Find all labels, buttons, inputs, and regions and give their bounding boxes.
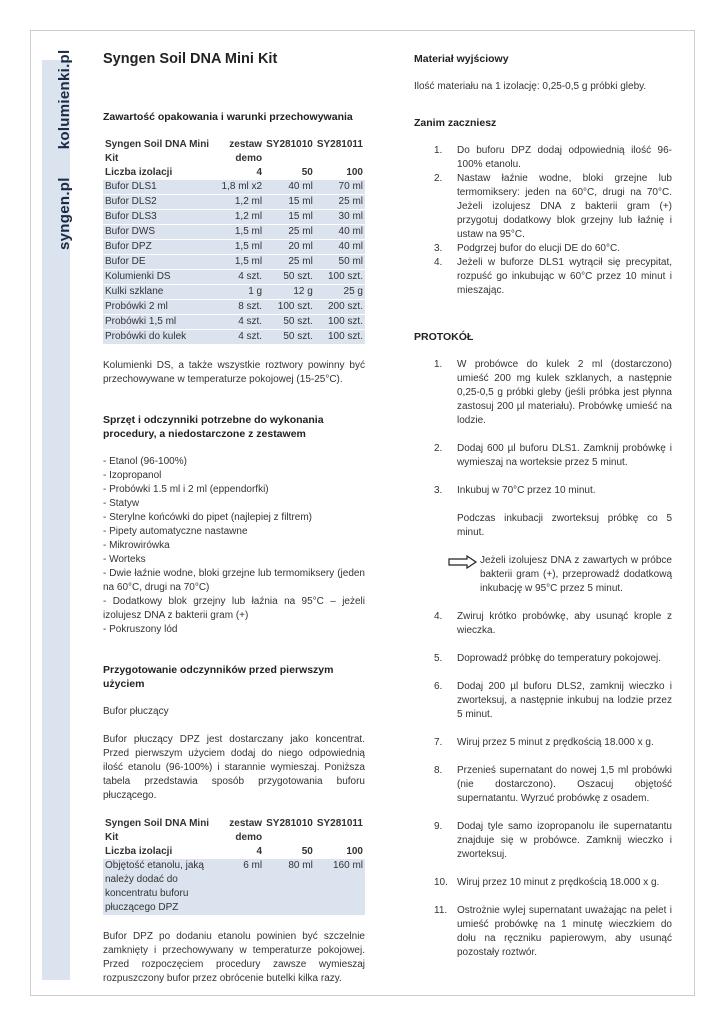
step-number: 6.	[434, 681, 443, 692]
ethanol-table	[103, 817, 365, 916]
table-cell: Bufor DPZ	[103, 240, 214, 255]
header-cell: zestaw demo	[229, 139, 263, 164]
table-row	[103, 300, 365, 315]
step-text: Inkubuj w 70°C przez 10 minut.	[457, 485, 596, 496]
step-text: Dodaj 600 µl buforu DLS1. Zamknij probówkę i wymieszaj na worteksie przez 5 minut.	[457, 443, 672, 468]
protocol-step	[414, 652, 672, 666]
contents-table	[103, 138, 365, 345]
table-cell: 1,8 ml x2	[214, 180, 264, 195]
table-cell: 1,2 ml	[214, 195, 264, 210]
list-item: - Mikrowirówka	[103, 540, 170, 551]
table-cell: Bufor DLS2	[103, 195, 214, 210]
header-cell: Syngen Soil DNA Mini Kit	[105, 139, 210, 164]
step-number: 10.	[434, 877, 448, 888]
prep-subheading: Bufor płuczący	[103, 706, 169, 717]
table-cell: Bufor DLS3	[103, 210, 214, 225]
table-row	[103, 255, 365, 270]
equipment-heading: Sprzęt i odczynniki potrzebne do wykonania procedury, a niedostarczone z zestawem	[103, 414, 324, 440]
table-cell: 25 g	[315, 285, 365, 300]
equipment-list	[103, 455, 365, 637]
header-cell: SY281010	[266, 818, 313, 829]
item-text: Podgrzej bufor do elucji DE do 60°C.	[457, 243, 620, 254]
table-cell: 50 szt.	[264, 315, 315, 330]
item-number: 3.	[434, 243, 443, 254]
table-cell: 40 ml	[264, 180, 315, 195]
table-cell: 70 ml	[315, 180, 365, 195]
ethanol-table-header	[103, 817, 365, 845]
step-text: Ostrożnie wylej supernatant uważając na pelet i umieść probówkę na 1 minutę wieczkiem do dołu na ręczniku papierowym, aby usunąć pozostały roztwór.	[457, 905, 672, 958]
protocol-step	[414, 876, 672, 890]
list-item: - Sterylne końcówki do pipet (najlepiej z filtrem)	[103, 512, 312, 523]
step-number: 9.	[434, 821, 443, 832]
list-item: - Dodatkowy blok grzejny lub łaźnia na 95°C – jeżeli izolujesz DNA z bakterii gram (+)	[103, 596, 365, 621]
protocol-step	[414, 820, 672, 862]
material-text: Ilość materiału na 1 izolację: 0,25-0,5 g próbki gleby.	[414, 81, 647, 92]
table-cell: 12 g	[264, 285, 315, 300]
table-cell: 1,2 ml	[214, 210, 264, 225]
table-cell: 100 szt.	[315, 330, 365, 345]
protocol-steps	[414, 358, 672, 960]
material-heading: Materiał wyjściowy	[414, 53, 509, 65]
protocol-heading: PROTOKÓŁ	[414, 331, 474, 343]
table-cell: 6 ml	[214, 859, 264, 916]
table-row	[103, 180, 365, 195]
page-title: Syngen Soil DNA Mini Kit	[103, 51, 278, 67]
protocol-step	[414, 736, 672, 750]
step-number: 3.	[434, 485, 443, 496]
table-cell: 4 szt.	[214, 315, 264, 330]
table-cell: 40 ml	[315, 225, 365, 240]
table-cell: 80 ml	[264, 859, 315, 916]
table-cell: 100 szt.	[315, 315, 365, 330]
header-cell: zestaw demo	[229, 818, 263, 843]
list-item: - Pokruszony lód	[103, 624, 178, 635]
table-cell: 100	[346, 846, 363, 857]
table-cell: 15 ml	[264, 195, 315, 210]
list-item: - Pipety automatyczne nastawne	[103, 526, 248, 537]
table-cell: 50	[301, 846, 313, 857]
prep-heading: Przygotowanie odczynników przed pierwszym użyciem	[103, 664, 334, 690]
step-text: Doprowadź próbkę do temperatury pokojowej.	[457, 653, 661, 664]
table-row	[103, 225, 365, 240]
item-number: 1.	[434, 145, 443, 156]
protocol-step-note	[414, 554, 672, 596]
contents-table-header	[103, 138, 365, 166]
table-cell: 25 ml	[315, 195, 365, 210]
table-cell: 15 ml	[264, 210, 315, 225]
table-cell: 160 ml	[315, 859, 365, 916]
contents-table-count-row	[103, 166, 365, 180]
step-number: 4.	[434, 611, 443, 622]
table-row	[103, 210, 365, 225]
storage-note: Kolumienki DS, a także wszystkie roztwory powinny być przechowywane w temperaturze pokojowej (15-25°C).	[103, 360, 365, 385]
table-cell: 50 ml	[315, 255, 365, 270]
table-cell: 40 ml	[315, 240, 365, 255]
protocol-step	[414, 764, 672, 806]
table-cell: Bufor DE	[103, 255, 214, 270]
table-row	[103, 240, 365, 255]
ethanol-table-count-row	[103, 845, 365, 859]
step-text: Jeżeli izolujesz DNA z zawartych w próbce bakterii gram (+), przeprowadź dodatkową inkubację w 95°C przez 5 minut.	[480, 555, 672, 594]
table-cell: 100	[346, 167, 363, 178]
sidebar-brand	[56, 50, 73, 250]
protocol-step	[414, 484, 672, 498]
header-cell: SY281011	[316, 139, 363, 150]
table-row	[103, 195, 365, 210]
header-cell: SY281010	[266, 139, 313, 150]
step-text: Wiruj przez 5 minut z prędkością 18.000 x g.	[457, 737, 654, 748]
table-cell: 100 szt.	[264, 300, 315, 315]
item-number: 4.	[434, 257, 443, 268]
table-cell: Probówki 2 ml	[103, 300, 214, 315]
step-text: Podczas inkubacji zworteksuj próbkę co 5 minut.	[457, 513, 672, 538]
list-item: - Probówki 1.5 ml i 2 ml (eppendorfki)	[103, 484, 269, 495]
protocol-step-note	[414, 512, 672, 540]
table-cell: 1,5 ml	[214, 225, 264, 240]
brand-syngen: syngen.pl	[56, 177, 73, 250]
step-number: 7.	[434, 737, 443, 748]
step-text: W probówce do kulek 2 ml (dostarczono) umieść 200 mg kulek szklanych, a następnie 0,25-0,5 g próbki gleby (jeśli próbka jest płynna zastosuj 200 µl materiału). Probówkę umieść na lodzie.	[457, 359, 672, 426]
table-cell: Bufor DWS	[103, 225, 214, 240]
table-cell: Probówki do kulek	[103, 330, 214, 345]
table-cell: 1,5 ml	[214, 255, 264, 270]
table-row	[103, 270, 365, 285]
table-cell: 8 szt.	[214, 300, 264, 315]
item-number: 2.	[434, 173, 443, 184]
table-cell: Objętość etanolu, jaką należy dodać do koncentratu buforu płuczącego DPZ	[103, 859, 214, 916]
list-item: - Dwie łaźnie wodne, bloki grzejne lub termomiksery (jeden na 60°C, drugi na 70°C)	[103, 568, 365, 593]
list-item	[414, 144, 672, 172]
item-text: Nastaw łaźnie wodne, bloki grzejne lub termomiksery: jeden na 60°C, drugi na 70°C. Jeżeli izolujesz DNA z bakterii gram (+) przygotuj dodatkowy blok grzejny lub łaźnię i ustaw na 95°C.	[457, 173, 672, 240]
list-item	[414, 256, 672, 298]
step-text: Dodaj tyle samo izopropanolu ile supernatantu znajduje się w probówce. Zamknij wieczko i zworteksuj.	[457, 821, 672, 860]
list-item: - Etanol (96-100%)	[103, 456, 187, 467]
step-number: 1.	[434, 359, 443, 370]
table-cell: 25 ml	[264, 255, 315, 270]
left-column	[103, 52, 365, 986]
table-cell: Bufor DLS1	[103, 180, 214, 195]
table-row	[103, 859, 365, 916]
item-text: Do buforu DPZ dodaj odpowiednią ilość 96-100% etanolu.	[457, 145, 672, 170]
table-cell: Kulki szklane	[103, 285, 214, 300]
table-cell: Probówki 1,5 ml	[103, 315, 214, 330]
list-item	[414, 242, 672, 256]
table-cell: 50 szt.	[264, 330, 315, 345]
table-cell: 30 ml	[315, 210, 365, 225]
table-cell: 25 ml	[264, 225, 315, 240]
table-cell: 4 szt.	[214, 330, 264, 345]
table-cell: 4 szt.	[214, 270, 264, 285]
table-row	[103, 315, 365, 330]
brand-kolumienki: kolumienki.pl	[56, 49, 73, 150]
table-cell: 100 szt.	[315, 270, 365, 285]
table-cell: 4	[256, 846, 263, 857]
step-text: Dodaj 200 µl buforu DLS2, zamknij wieczko i zworteksuj, a następnie inkubuj na lodzie przez 5 minut.	[457, 681, 672, 720]
item-text: Jeżeli w buforze DLS1 wytrącił się precypitat, rozpuść go inkubując w 60°C przez 10 minut i mieszając.	[457, 257, 672, 296]
table-cell: 50 szt.	[264, 270, 315, 285]
step-number: 5.	[434, 653, 443, 664]
table-cell: Kolumienki DS	[103, 270, 214, 285]
list-item	[414, 172, 672, 242]
table-cell: 4	[256, 167, 263, 178]
step-number: 8.	[434, 765, 443, 776]
protocol-step	[414, 442, 672, 470]
before-heading: Zanim zaczniesz	[414, 117, 497, 129]
protocol-step	[414, 680, 672, 722]
table-cell: Liczba izolacji	[105, 846, 173, 857]
table-cell: 1,5 ml	[214, 240, 264, 255]
step-number: 2.	[434, 443, 443, 454]
right-column	[414, 52, 672, 960]
before-list	[414, 144, 672, 298]
step-number: 11.	[434, 905, 448, 916]
arrow-right-icon	[448, 555, 478, 569]
table-cell: Liczba izolacji	[105, 167, 173, 178]
table-cell: 200 szt.	[315, 300, 365, 315]
table-row	[103, 330, 365, 345]
step-text: Wiruj przez 10 minut z prędkością 18.000 x g.	[457, 877, 660, 888]
list-item: - Statyw	[103, 498, 140, 509]
table-cell: 1 g	[214, 285, 264, 300]
list-item: - Worteks	[103, 554, 146, 565]
protocol-step	[414, 358, 672, 428]
prep-paragraph: Bufor płuczący DPZ jest dostarczany jako koncentrat. Przed pierwszym użyciem dodaj do niego odpowiednią ilość etanolu (96-100%) i starannie wymieszaj. Poniższa tabela przedstawia sposób przygotowania buforu płuczącego.	[103, 734, 365, 801]
protocol-step	[414, 904, 672, 960]
list-item: - Izopropanol	[103, 470, 162, 481]
contents-heading: Zawartość opakowania i warunki przechowywania	[103, 111, 353, 123]
header-cell: SY281011	[316, 818, 363, 829]
step-text: Przenieś supernatant do nowej 1,5 ml probówki (nie dostarczono). Oszacuj objętość supernatantu. Wyrzuć probówkę z osadem.	[457, 765, 672, 804]
header-cell: Syngen Soil DNA Mini Kit	[105, 818, 210, 843]
step-text: Zwiruj krótko probówkę, aby usunąć krople z wieczka.	[457, 611, 672, 636]
prep-note: Bufor DPZ po dodaniu etanolu powinien być szczelnie zamknięty i przechowywany w temperaturze pokojowej. Przed rozpoczęciem procedury zawsze wymieszaj rozpuszczony bufor przez obrócenie butelki kilka razy.	[103, 931, 365, 984]
table-row	[103, 285, 365, 300]
table-cell: 20 ml	[264, 240, 315, 255]
protocol-step	[414, 610, 672, 638]
table-cell: 50	[301, 167, 313, 178]
